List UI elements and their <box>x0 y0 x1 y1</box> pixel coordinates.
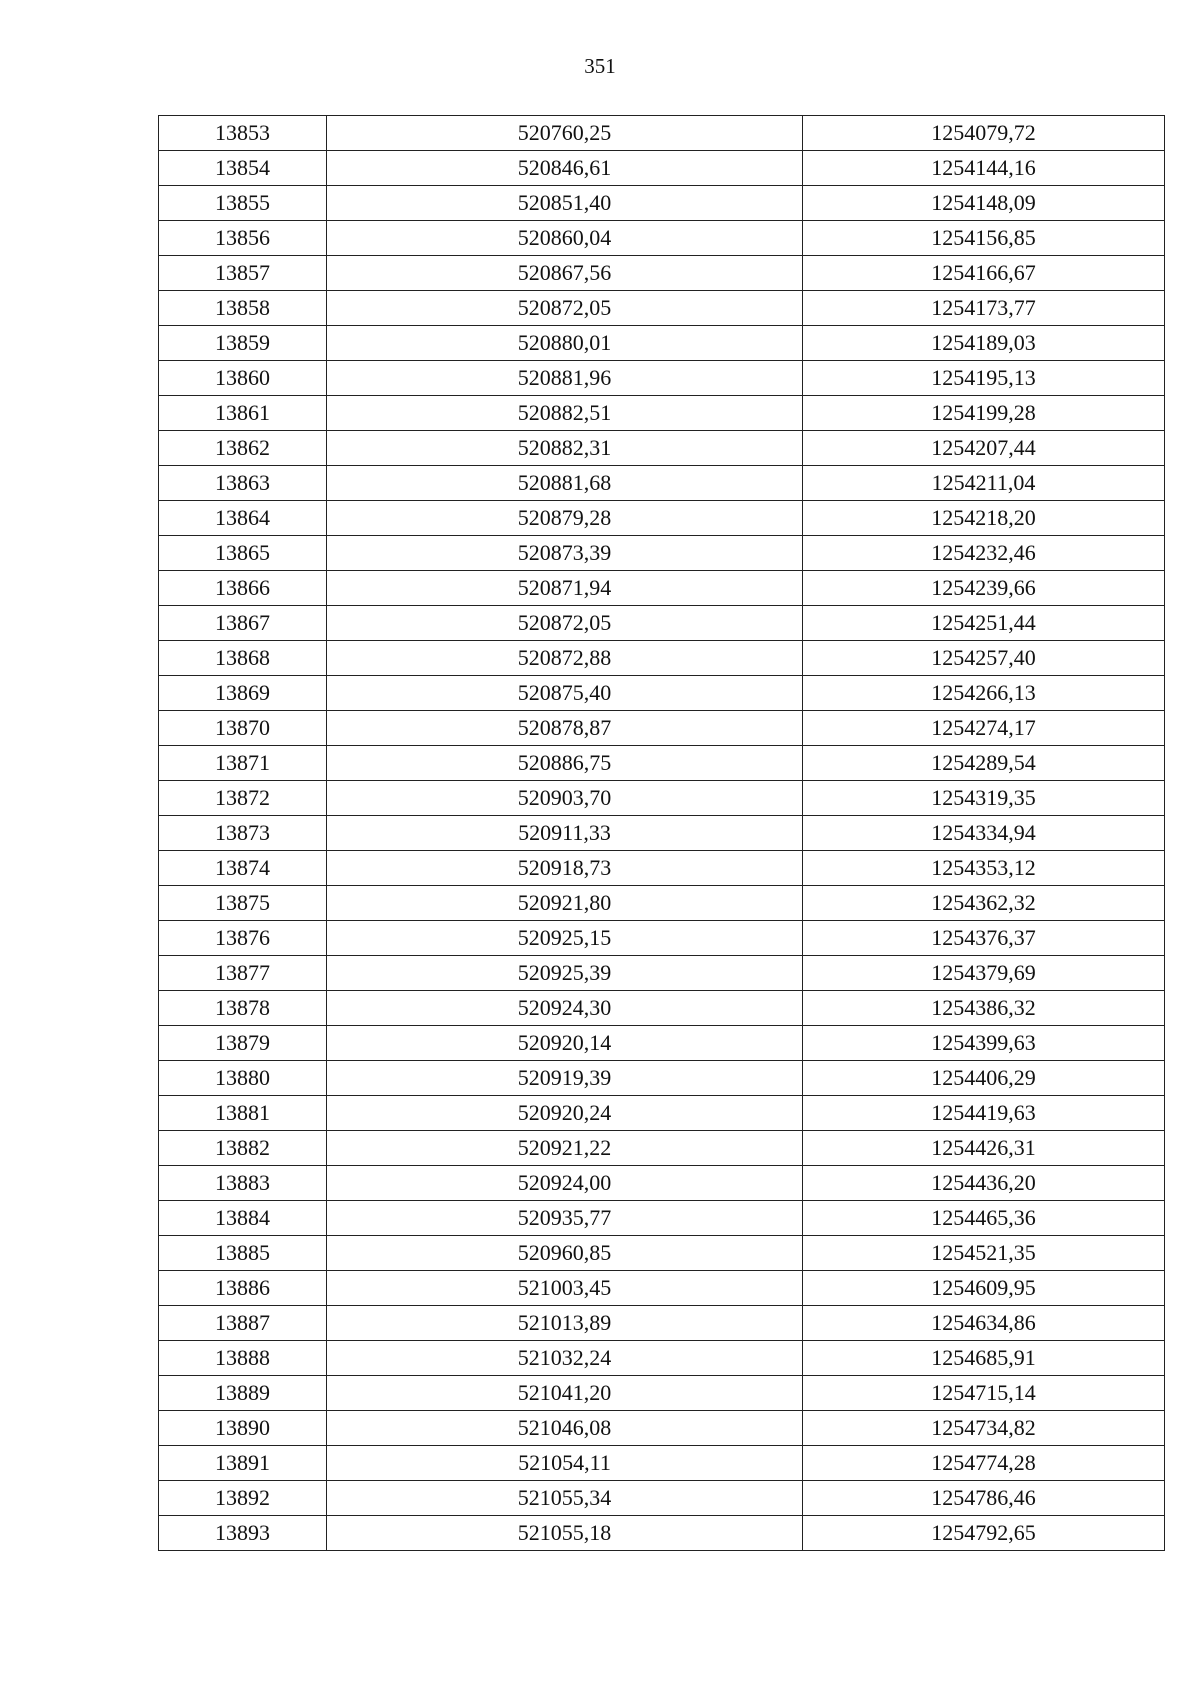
point-number-cell: 13875 <box>159 886 327 921</box>
table-row <box>159 396 1165 431</box>
table-row <box>159 1411 1165 1446</box>
y-coordinate-cell: 1254319,35 <box>803 781 1165 816</box>
y-coordinate-cell: 1254211,04 <box>803 466 1165 501</box>
y-coordinate-cell: 1254266,13 <box>803 676 1165 711</box>
point-number-cell: 13877 <box>159 956 327 991</box>
x-coordinate-cell: 521041,20 <box>327 1376 803 1411</box>
x-coordinate-cell: 520860,04 <box>327 221 803 256</box>
point-number-cell: 13855 <box>159 186 327 221</box>
y-coordinate-cell: 1254079,72 <box>803 116 1165 151</box>
y-coordinate-cell: 1254156,85 <box>803 221 1165 256</box>
x-coordinate-cell: 520881,68 <box>327 466 803 501</box>
y-coordinate-cell: 1254419,63 <box>803 1096 1165 1131</box>
table-row <box>159 571 1165 606</box>
x-coordinate-cell: 521032,24 <box>327 1341 803 1376</box>
x-coordinate-cell: 520921,22 <box>327 1131 803 1166</box>
table-row <box>159 956 1165 991</box>
y-coordinate-cell: 1254715,14 <box>803 1376 1165 1411</box>
point-number-cell: 13854 <box>159 151 327 186</box>
table-row <box>159 186 1165 221</box>
x-coordinate-cell: 520925,15 <box>327 921 803 956</box>
point-number-cell: 13858 <box>159 291 327 326</box>
table-row <box>159 501 1165 536</box>
y-coordinate-cell: 1254257,40 <box>803 641 1165 676</box>
table-row <box>159 536 1165 571</box>
y-coordinate-cell: 1254189,03 <box>803 326 1165 361</box>
point-number-cell: 13857 <box>159 256 327 291</box>
table-row <box>159 1166 1165 1201</box>
table-row <box>159 221 1165 256</box>
x-coordinate-cell: 520920,24 <box>327 1096 803 1131</box>
x-coordinate-cell: 521013,89 <box>327 1306 803 1341</box>
y-coordinate-cell: 1254148,09 <box>803 186 1165 221</box>
x-coordinate-cell: 520881,96 <box>327 361 803 396</box>
x-coordinate-cell: 520924,30 <box>327 991 803 1026</box>
point-number-cell: 13865 <box>159 536 327 571</box>
x-coordinate-cell: 520760,25 <box>327 116 803 151</box>
y-coordinate-cell: 1254232,46 <box>803 536 1165 571</box>
table-row <box>159 1376 1165 1411</box>
point-number-cell: 13890 <box>159 1411 327 1446</box>
x-coordinate-cell: 520872,88 <box>327 641 803 676</box>
table-row <box>159 1096 1165 1131</box>
x-coordinate-cell: 520921,80 <box>327 886 803 921</box>
table-row <box>159 676 1165 711</box>
point-number-cell: 13861 <box>159 396 327 431</box>
point-number-cell: 13860 <box>159 361 327 396</box>
point-number-cell: 13891 <box>159 1446 327 1481</box>
y-coordinate-cell: 1254207,44 <box>803 431 1165 466</box>
point-number-cell: 13878 <box>159 991 327 1026</box>
y-coordinate-cell: 1254173,77 <box>803 291 1165 326</box>
point-number-cell: 13888 <box>159 1341 327 1376</box>
y-coordinate-cell: 1254239,66 <box>803 571 1165 606</box>
table-row <box>159 781 1165 816</box>
point-number-cell: 13893 <box>159 1516 327 1551</box>
point-number-cell: 13853 <box>159 116 327 151</box>
point-number-cell: 13892 <box>159 1481 327 1516</box>
table-row <box>159 291 1165 326</box>
point-number-cell: 13874 <box>159 851 327 886</box>
x-coordinate-cell: 520880,01 <box>327 326 803 361</box>
point-number-cell: 13869 <box>159 676 327 711</box>
point-number-cell: 13885 <box>159 1236 327 1271</box>
y-coordinate-cell: 1254362,32 <box>803 886 1165 921</box>
x-coordinate-cell: 520882,51 <box>327 396 803 431</box>
x-coordinate-cell: 520911,33 <box>327 816 803 851</box>
y-coordinate-cell: 1254609,95 <box>803 1271 1165 1306</box>
x-coordinate-cell: 521055,18 <box>327 1516 803 1551</box>
point-number-cell: 13886 <box>159 1271 327 1306</box>
y-coordinate-cell: 1254353,12 <box>803 851 1165 886</box>
y-coordinate-cell: 1254195,13 <box>803 361 1165 396</box>
table-row <box>159 921 1165 956</box>
table-row <box>159 991 1165 1026</box>
table-row <box>159 431 1165 466</box>
table-row <box>159 326 1165 361</box>
y-coordinate-cell: 1254406,29 <box>803 1061 1165 1096</box>
coordinates-table <box>158 115 1165 1551</box>
table-row <box>159 1026 1165 1061</box>
x-coordinate-cell: 520873,39 <box>327 536 803 571</box>
y-coordinate-cell: 1254379,69 <box>803 956 1165 991</box>
point-number-cell: 13868 <box>159 641 327 676</box>
y-coordinate-cell: 1254166,67 <box>803 256 1165 291</box>
point-number-cell: 13887 <box>159 1306 327 1341</box>
y-coordinate-cell: 1254199,28 <box>803 396 1165 431</box>
table-row <box>159 256 1165 291</box>
x-coordinate-cell: 520879,28 <box>327 501 803 536</box>
table-row <box>159 641 1165 676</box>
x-coordinate-cell: 520935,77 <box>327 1201 803 1236</box>
point-number-cell: 13872 <box>159 781 327 816</box>
table-row <box>159 1306 1165 1341</box>
table-row <box>159 816 1165 851</box>
point-number-cell: 13879 <box>159 1026 327 1061</box>
y-coordinate-cell: 1254289,54 <box>803 746 1165 781</box>
x-coordinate-cell: 520867,56 <box>327 256 803 291</box>
table-row <box>159 1236 1165 1271</box>
y-coordinate-cell: 1254426,31 <box>803 1131 1165 1166</box>
x-coordinate-cell: 520872,05 <box>327 291 803 326</box>
x-coordinate-cell: 520919,39 <box>327 1061 803 1096</box>
point-number-cell: 13884 <box>159 1201 327 1236</box>
y-coordinate-cell: 1254685,91 <box>803 1341 1165 1376</box>
y-coordinate-cell: 1254786,46 <box>803 1481 1165 1516</box>
point-number-cell: 13871 <box>159 746 327 781</box>
x-coordinate-cell: 521055,34 <box>327 1481 803 1516</box>
y-coordinate-cell: 1254734,82 <box>803 1411 1165 1446</box>
coordinates-table-body <box>159 116 1165 1551</box>
point-number-cell: 13863 <box>159 466 327 501</box>
point-number-cell: 13862 <box>159 431 327 466</box>
point-number-cell: 13856 <box>159 221 327 256</box>
x-coordinate-cell: 520886,75 <box>327 746 803 781</box>
x-coordinate-cell: 521046,08 <box>327 1411 803 1446</box>
y-coordinate-cell: 1254144,16 <box>803 151 1165 186</box>
point-number-cell: 13880 <box>159 1061 327 1096</box>
x-coordinate-cell: 521003,45 <box>327 1271 803 1306</box>
table-row <box>159 746 1165 781</box>
table-row <box>159 1271 1165 1306</box>
table-row <box>159 361 1165 396</box>
y-coordinate-cell: 1254376,37 <box>803 921 1165 956</box>
point-number-cell: 13881 <box>159 1096 327 1131</box>
y-coordinate-cell: 1254634,86 <box>803 1306 1165 1341</box>
y-coordinate-cell: 1254399,63 <box>803 1026 1165 1061</box>
y-coordinate-cell: 1254774,28 <box>803 1446 1165 1481</box>
y-coordinate-cell: 1254218,20 <box>803 501 1165 536</box>
page-number: 351 <box>584 54 616 78</box>
table-row <box>159 1201 1165 1236</box>
x-coordinate-cell: 520875,40 <box>327 676 803 711</box>
x-coordinate-cell: 520924,00 <box>327 1166 803 1201</box>
point-number-cell: 13873 <box>159 816 327 851</box>
table-row <box>159 1481 1165 1516</box>
point-number-cell: 13889 <box>159 1376 327 1411</box>
y-coordinate-cell: 1254436,20 <box>803 1166 1165 1201</box>
x-coordinate-cell: 520872,05 <box>327 606 803 641</box>
x-coordinate-cell: 520871,94 <box>327 571 803 606</box>
table-row <box>159 1131 1165 1166</box>
point-number-cell: 13859 <box>159 326 327 361</box>
x-coordinate-cell: 520960,85 <box>327 1236 803 1271</box>
y-coordinate-cell: 1254521,35 <box>803 1236 1165 1271</box>
y-coordinate-cell: 1254334,94 <box>803 816 1165 851</box>
y-coordinate-cell: 1254465,36 <box>803 1201 1165 1236</box>
point-number-cell: 13876 <box>159 921 327 956</box>
table-row <box>159 1516 1165 1551</box>
point-number-cell: 13867 <box>159 606 327 641</box>
x-coordinate-cell: 520851,40 <box>327 186 803 221</box>
x-coordinate-cell: 520846,61 <box>327 151 803 186</box>
y-coordinate-cell: 1254386,32 <box>803 991 1165 1026</box>
point-number-cell: 13866 <box>159 571 327 606</box>
point-number-cell: 13864 <box>159 501 327 536</box>
x-coordinate-cell: 520903,70 <box>327 781 803 816</box>
x-coordinate-cell: 520920,14 <box>327 1026 803 1061</box>
x-coordinate-cell: 520882,31 <box>327 431 803 466</box>
table-row <box>159 606 1165 641</box>
table-row <box>159 1061 1165 1096</box>
point-number-cell: 13870 <box>159 711 327 746</box>
x-coordinate-cell: 520878,87 <box>327 711 803 746</box>
table-row <box>159 886 1165 921</box>
y-coordinate-cell: 1254792,65 <box>803 1516 1165 1551</box>
x-coordinate-cell: 520918,73 <box>327 851 803 886</box>
y-coordinate-cell: 1254251,44 <box>803 606 1165 641</box>
x-coordinate-cell: 521054,11 <box>327 1446 803 1481</box>
table-row <box>159 466 1165 501</box>
y-coordinate-cell: 1254274,17 <box>803 711 1165 746</box>
point-number-cell: 13882 <box>159 1131 327 1166</box>
table-row <box>159 711 1165 746</box>
x-coordinate-cell: 520925,39 <box>327 956 803 991</box>
table-row <box>159 116 1165 151</box>
table-row <box>159 1341 1165 1376</box>
point-number-cell: 13883 <box>159 1166 327 1201</box>
table-row <box>159 151 1165 186</box>
table-row <box>159 851 1165 886</box>
table-row <box>159 1446 1165 1481</box>
